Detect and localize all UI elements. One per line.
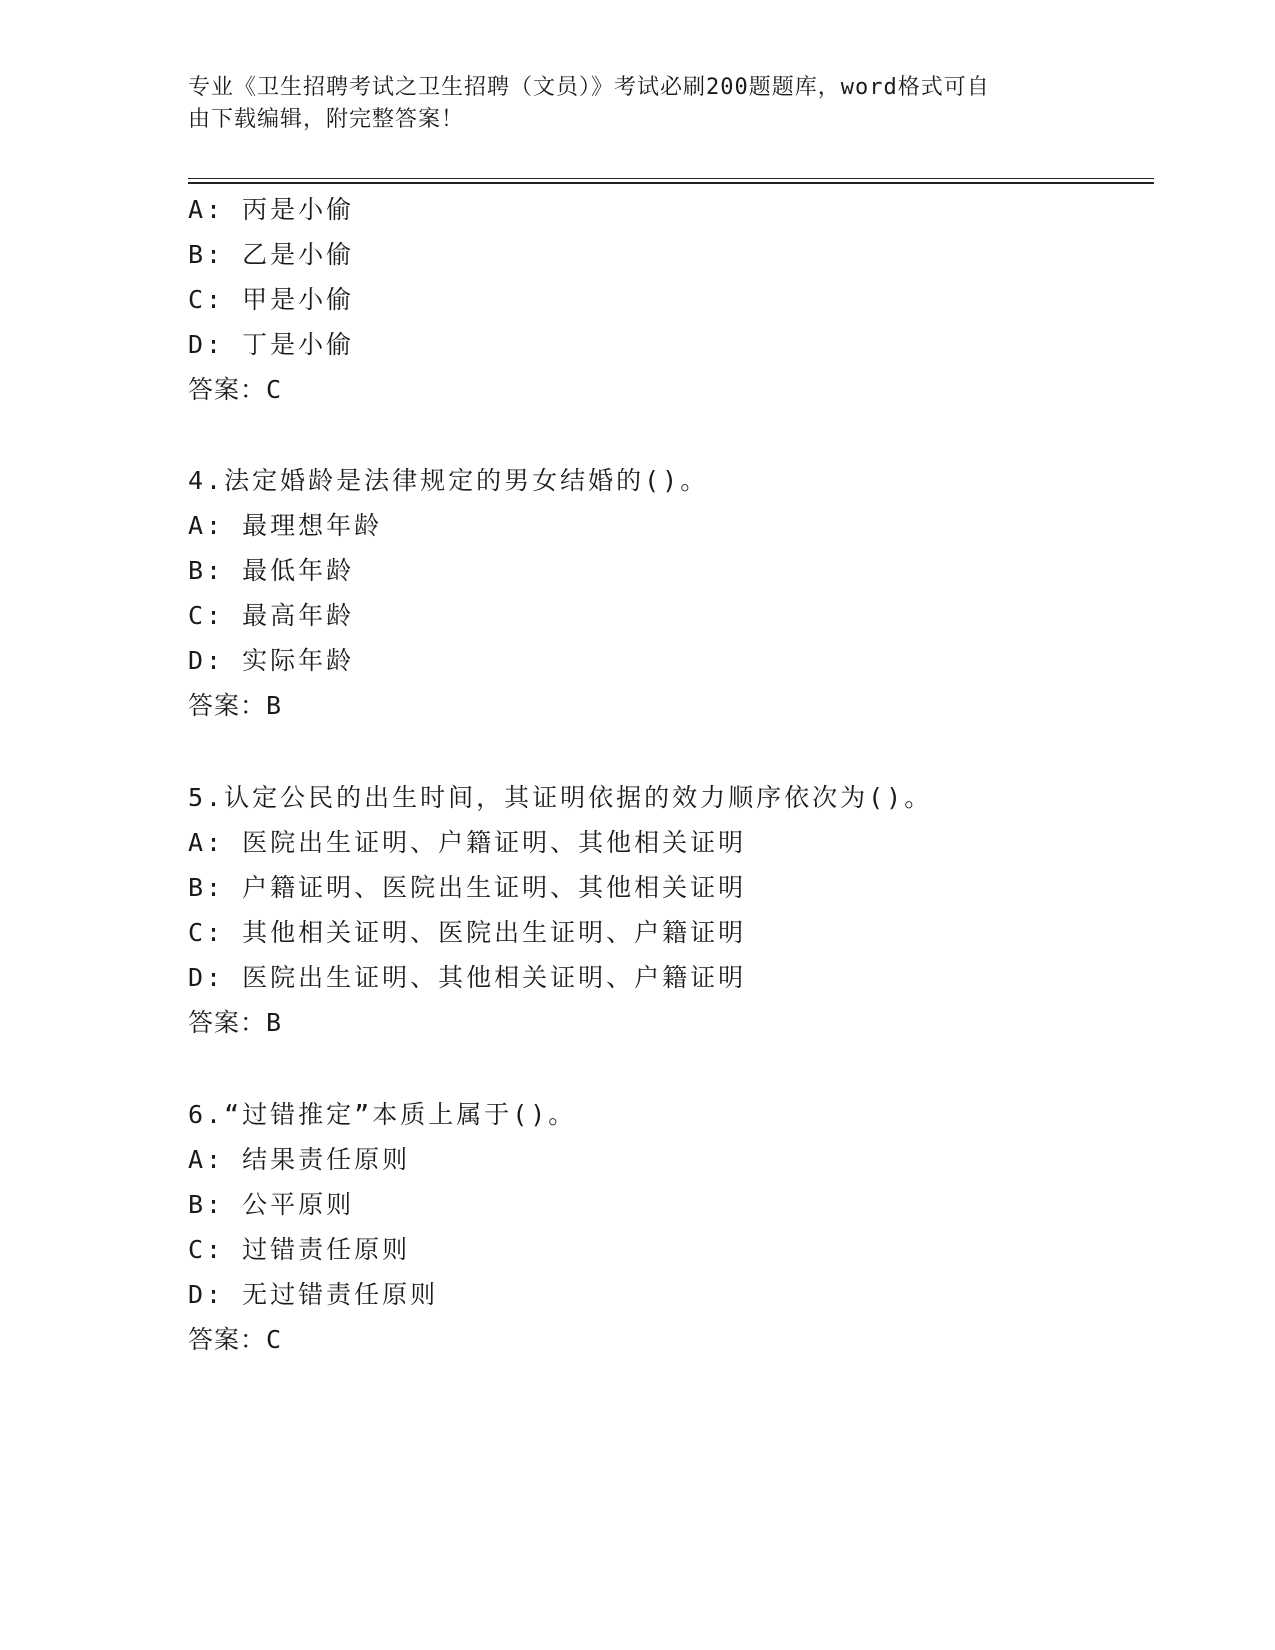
q5-option-a: A: 医院出生证明、户籍证明、其他相关证明 (188, 828, 747, 857)
q3-option-b: B: 乙是小偷 (188, 240, 355, 269)
q6-question: 6.“过错推定”本质上属于()。 (188, 1100, 577, 1129)
q5-question: 5.认定公民的出生时间，其证明依据的效力顺序依次为()。 (188, 783, 933, 812)
q5-option-b: B: 户籍证明、医院出生证明、其他相关证明 (188, 873, 747, 902)
q6-option-d: D: 无过错责任原则 (188, 1280, 439, 1309)
q5-option-c: C: 其他相关证明、医院出生证明、户籍证明 (188, 918, 747, 947)
q6-answer: 答案：C (188, 1325, 283, 1354)
q4-option-d: D: 实际年龄 (188, 646, 355, 675)
document-header (188, 72, 1068, 136)
q4-option-b: B: 最低年龄 (188, 556, 355, 585)
q6-option-b: B: 公平原则 (188, 1190, 355, 1219)
q4-question: 4.法定婚龄是法律规定的男女结婚的()。 (188, 466, 709, 495)
q3-option-d: D: 丁是小偷 (188, 330, 355, 359)
q4-option-c: C: 最高年龄 (188, 601, 355, 630)
q5-answer: 答案：B (188, 1008, 283, 1037)
header-divider-thick (188, 182, 1154, 184)
q3-option-a: A: 丙是小偷 (188, 195, 355, 224)
header-line-2: 由下载编辑，附完整答案！ (188, 107, 465, 132)
q6-option-a: A: 结果责任原则 (188, 1145, 411, 1174)
header-line-1: 专业《卫生招聘考试之卫生招聘（文员）》考试必刷200题题库，word格式可自 (188, 75, 990, 100)
q3-option-c: C: 甲是小偷 (188, 285, 355, 314)
header-divider-thin (188, 178, 1154, 179)
q5-option-d: D: 医院出生证明、其他相关证明、户籍证明 (188, 963, 747, 992)
q4-option-a: A: 最理想年龄 (188, 511, 383, 540)
q4-answer: 答案：B (188, 691, 283, 720)
q3-answer: 答案：C (188, 375, 283, 404)
q6-option-c: C: 过错责任原则 (188, 1235, 411, 1264)
